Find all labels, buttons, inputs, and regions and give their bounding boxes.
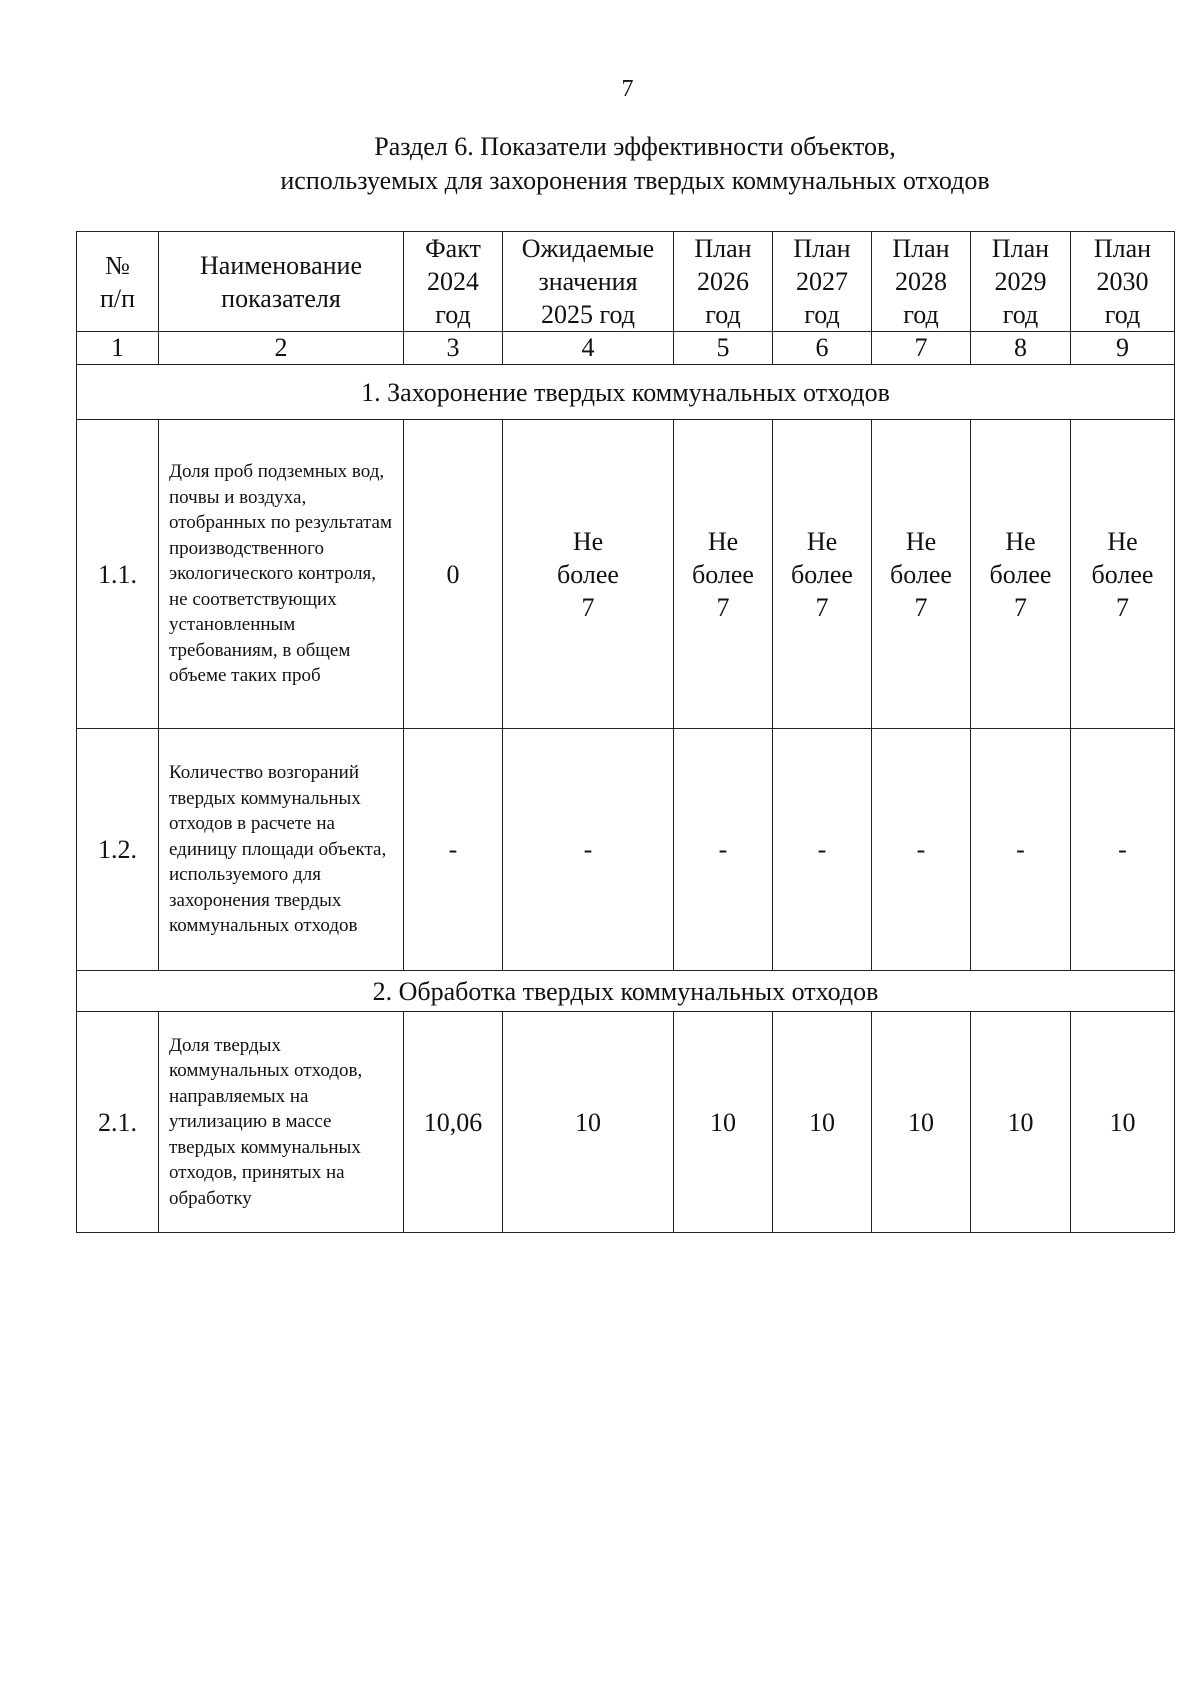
page-number: 7: [621, 76, 634, 102]
header-text: показателя: [221, 283, 341, 313]
value-cell: [773, 420, 872, 729]
value-cell: -: [971, 729, 1071, 971]
value-text: более: [791, 559, 853, 589]
header-text: План: [991, 234, 1050, 263]
header-text: Ожидаемые: [521, 234, 655, 263]
column-number: 4: [503, 332, 674, 365]
value-cell: -: [773, 729, 872, 971]
header-text: п/п: [99, 283, 136, 313]
header-text: год: [435, 300, 471, 329]
row-number: 2.1.: [77, 1012, 159, 1233]
header-text: год: [804, 300, 840, 329]
column-number-row: [77, 332, 1175, 365]
value-cell: 10: [503, 1012, 674, 1233]
header-text: Факт: [425, 234, 481, 263]
value-text: 7: [1014, 592, 1027, 622]
header-text: План: [892, 234, 950, 263]
section-heading: 2. Обработка твердых коммунальных отходов: [77, 971, 1175, 1012]
column-number: 8: [971, 332, 1071, 365]
header-cell-plan-2030: [1071, 232, 1175, 332]
header-text: год: [903, 300, 939, 329]
value-cell: [1071, 420, 1175, 729]
value-cell: 10: [674, 1012, 773, 1233]
value-text: более: [890, 559, 952, 589]
value-text: 7: [581, 592, 595, 622]
value-text: более: [989, 559, 1052, 589]
header-text: 2029: [994, 267, 1047, 296]
column-number: 6: [773, 332, 872, 365]
indicators-table: [76, 231, 1175, 1233]
indicator-name: Доля проб подземных вод, почвы и воздуха, отобранных по результатам производственного экологического контроля, не соответствующих установленным требованиям, в общем объеме таких проб: [159, 420, 404, 729]
value-text: 7: [815, 592, 829, 622]
header-text: год: [705, 300, 741, 329]
value-text: 7: [914, 592, 928, 622]
table-row: [77, 1012, 1175, 1233]
indicator-name: Количество возгораний твердых коммунальных отходов в расчете на единицу площади объекта, используемого для захоронения твердых коммунальных отходов: [159, 729, 404, 971]
column-number: 5: [674, 332, 773, 365]
header-cell-plan-2029: [971, 232, 1071, 332]
section-heading: 1. Захоронение твердых коммунальных отходов: [77, 365, 1175, 420]
value-text: Не: [905, 526, 937, 556]
column-number: 7: [872, 332, 971, 365]
header-text: План: [694, 234, 752, 263]
header-text: 2028: [895, 267, 947, 296]
column-number: 2: [159, 332, 404, 365]
value-text: Не: [1005, 526, 1036, 556]
header-text: значения: [538, 267, 638, 296]
section-row-2: [77, 971, 1175, 1012]
header-text: 2024: [427, 267, 479, 296]
header-text: Наименование: [200, 250, 362, 280]
value-text: Не: [572, 526, 604, 556]
section-row-1: [77, 365, 1175, 420]
header-text: год: [1002, 300, 1039, 329]
header-text: 2030: [1096, 267, 1149, 296]
row-number: 1.2.: [77, 729, 159, 971]
column-number: 1: [77, 332, 159, 365]
value-cell: 10: [1071, 1012, 1175, 1233]
header-row: [77, 232, 1175, 332]
column-number: 9: [1071, 332, 1175, 365]
header-cell-plan-2026: [674, 232, 773, 332]
header-text: 2027: [796, 267, 848, 296]
header-cell-name: [159, 232, 404, 332]
value-cell: -: [404, 729, 503, 971]
value-text: Не: [707, 526, 739, 556]
value-text: 7: [1116, 592, 1129, 622]
value-cell: -: [872, 729, 971, 971]
value-cell: -: [1071, 729, 1175, 971]
value-text: более: [692, 559, 754, 589]
header-cell-plan-2027: [773, 232, 872, 332]
header-text: год: [1104, 300, 1141, 329]
indicator-name: Доля твердых коммунальных отходов, направляемых на утилизацию в массе твердых коммунальных отходов, принятых на обработку: [159, 1012, 404, 1233]
value-cell: 10: [971, 1012, 1071, 1233]
header-text: План: [793, 234, 851, 263]
value-text: Не: [1107, 526, 1138, 556]
value-cell: 10: [773, 1012, 872, 1233]
table-row: [77, 729, 1175, 971]
header-cell-fact-2024: [404, 232, 503, 332]
header-text: План: [1093, 234, 1152, 263]
column-number: 3: [404, 332, 503, 365]
section-title-line-1: Раздел 6. Показатели эффективности объектов,: [374, 132, 896, 161]
value-cell: [872, 420, 971, 729]
value-text: более: [1091, 559, 1154, 589]
value-cell: [674, 420, 773, 729]
value-cell: [503, 420, 674, 729]
value-text: Не: [806, 526, 838, 556]
header-text: 2025 год: [541, 300, 635, 329]
value-cell: 10: [872, 1012, 971, 1233]
value-cell: 0: [404, 420, 503, 729]
value-cell: 10,06: [404, 1012, 503, 1233]
value-text: более: [557, 559, 619, 589]
section-title: [0, 130, 1200, 198]
row-number: 1.1.: [77, 420, 159, 729]
header-text: 2026: [697, 267, 749, 296]
header-text: №: [105, 250, 130, 280]
value-cell: -: [503, 729, 674, 971]
header-cell-expected-2025: [503, 232, 674, 332]
value-text: 7: [716, 592, 730, 622]
table-row: [77, 420, 1175, 729]
header-cell-plan-2028: [872, 232, 971, 332]
value-cell: -: [674, 729, 773, 971]
value-cell: [971, 420, 1071, 729]
section-title-line-2: используемых для захоронения твердых коммунальных отходов: [280, 166, 990, 195]
header-cell-number: [77, 232, 159, 332]
